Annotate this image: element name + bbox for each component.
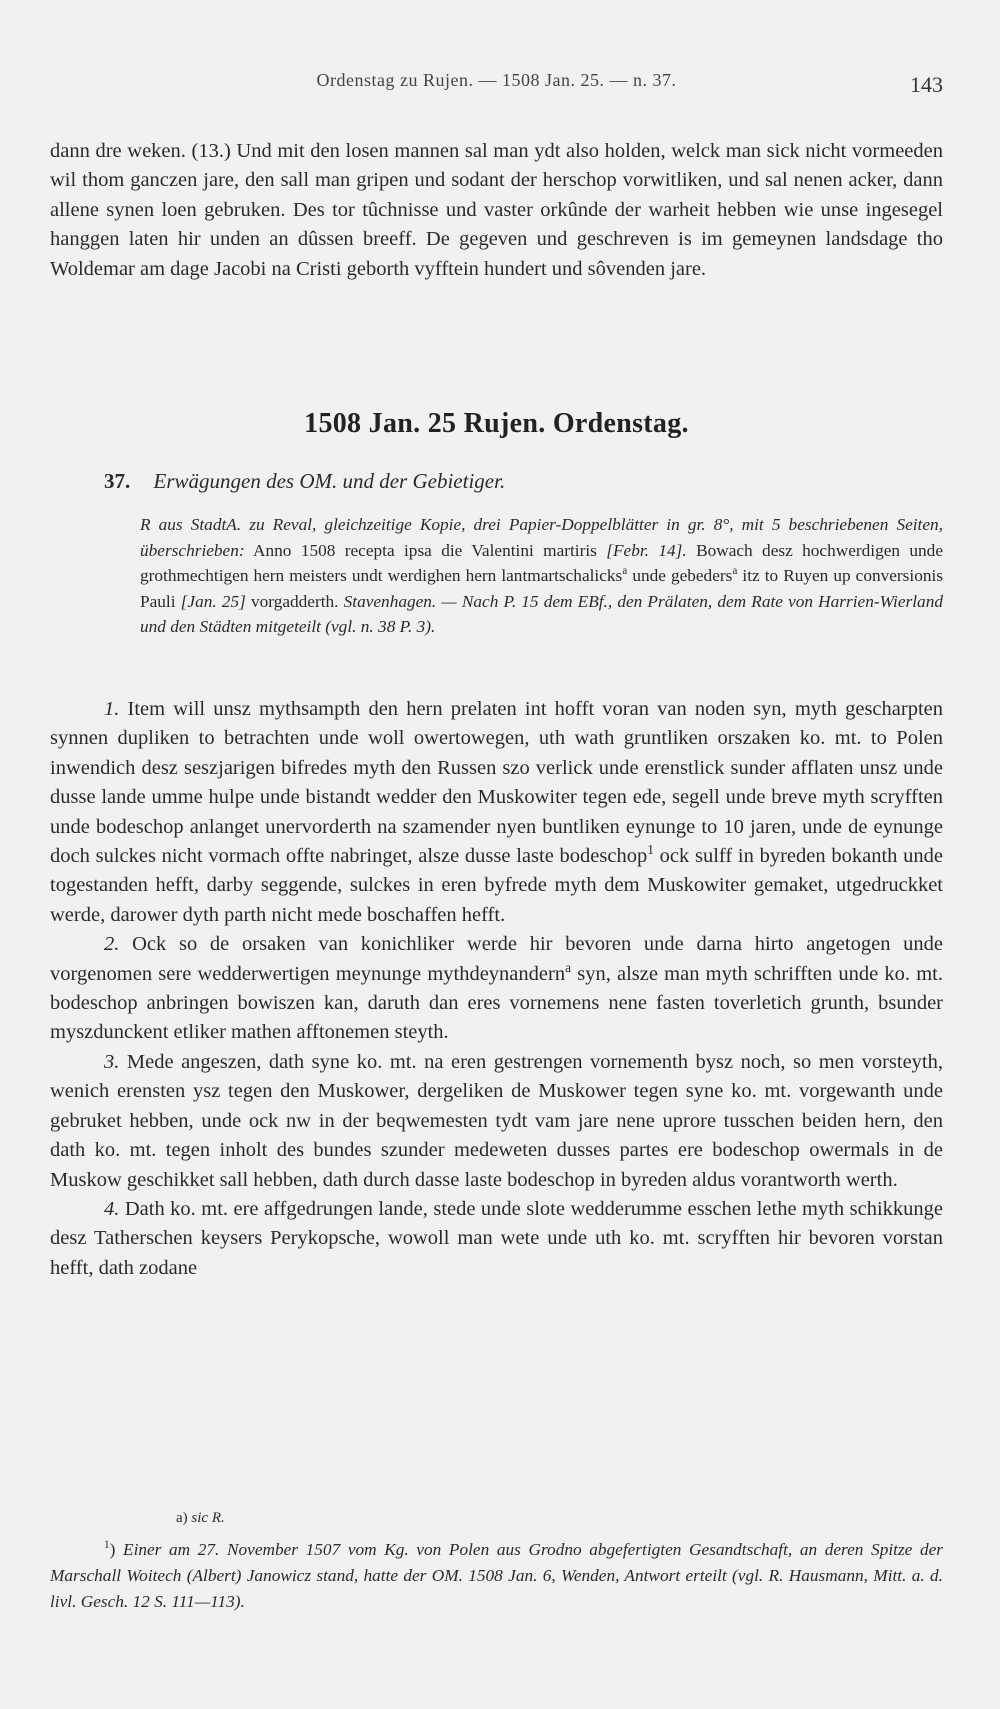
source-note-part1: R aus StadtA. zu Reval, gleichzeitige Kopie, drei Papier-Doppelblätter in gr. 8°, mit 5 beschriebenen Seiten, überschrieben: bbox=[140, 515, 943, 560]
page-header bbox=[50, 70, 943, 110]
textnote-a bbox=[176, 1510, 943, 1527]
document-number: 37. bbox=[104, 469, 131, 493]
opening-text: dann dre weken. (13.) Und mit den losen mannen sal man ydt also holden, welck man sick nicht vormeeden wil thom ganczen jare, den sall man gripen und sodant der herschop vorwitliken, und sal nenen acker, dann allene synen loen gebruken. Des tor tûchnisse und vaster orkûnde der warheit hebben wie unse ingesegel hanggen laten hir unden an dûssen breeff. De gegeven und geschreven is im gemeynen landsdage tho Woldemar am dage Jacobi na Cristi geborth vyfftein hundert und sôvenden jare. bbox=[50, 140, 943, 280]
section-1 bbox=[50, 695, 943, 930]
source-note-part7: [Jan. 25] bbox=[180, 591, 246, 611]
section-text-cont: ock sulff in byreden bokanth unde togestanden hefft, darby seggende, sulckes in eren byfrede myth dem Muskowiter gemaket, utgedruckket werde, darower dyth parth nicht mede boschaffen hefft. bbox=[50, 845, 944, 926]
section-text-cont: syn, alsze man myth schrifften unde ko. mt. bodeschop anbringen bowiszen kan, daruth dan eres vornemens nene fasten toverletich grunth, bsunder myszdunckent etliker mathen afftonemen steyth. bbox=[50, 962, 944, 1044]
section-text: Dath ko. mt. ere affgedrungen lande, stede unde slote wedderumme esschen lethe myth schikkunge desz Tatherschen keysers Perykopsche, wowoll man wete unde uth ko. mt. scryfften hir bevoren vorstan hefft, dath zodane bbox=[50, 1197, 943, 1279]
source-note-sup-a2: a bbox=[732, 565, 738, 578]
section-number: 3. bbox=[104, 1050, 120, 1073]
source-note-part2: Anno 1508 recepta ipsa die Valentini martiris bbox=[253, 540, 597, 560]
document-title-line bbox=[104, 469, 505, 494]
section-number: 2. bbox=[104, 933, 120, 956]
source-note-part4: Bowach desz hochwerdigen unde grothmechtigen hern meisters undt werdighen hern lantmartschalicks bbox=[140, 540, 943, 585]
footnotes bbox=[50, 1510, 943, 1615]
section-3 bbox=[50, 1048, 943, 1195]
footnote-1-label: 1 bbox=[104, 1539, 110, 1552]
textnote-a-label: a) bbox=[176, 1510, 188, 1526]
section-number: 4. bbox=[104, 1197, 120, 1220]
section-text: Mede angeszen, dath syne ko. mt. na eren gestrengen vornementh bysz noch, so men vorsteyth, wenich erensten ysz tegen den Muskower, dergeliken de Muskower tegen syne ko. mt. vorgewanth unde gebruket hebben, unde ock nw in der beqwemesten tydt vam jare nene uprore tusschen beiden hern, den dath ko. mt. tegen inholt des bundes szunder medeweten dusses partes ere bodeschop owermals in de Muskow geschikket sall hebben, dath durch dasse laste bodeschop in byreden aldus vorantworth werth. bbox=[50, 1050, 944, 1191]
source-note-part3: [Febr. 14]. bbox=[606, 540, 687, 560]
footnote-1-text: Einer am 27. November 1507 vom Kg. von Polen aus Grodno abgefertigten Gesandtschaft, an deren Spitze der Marschall Woitech (Albert) Janowicz stand, hatte der OM. 1508 Jan. 6, Wenden, Antwort erteilt (vgl. R. Hausmann, Mitt. a. d. livl. Gesch. 12 S. 111—113). bbox=[50, 1540, 943, 1611]
footnote-ref: 1 bbox=[647, 842, 654, 858]
source-note-sup-a1: a bbox=[622, 565, 628, 578]
footnote-1: $^1$) Einer am 27. November 1507 vom Kg. von Polen aus Grodno abgefertigten Gesandtschaft, an deren Spitze der Marschall Woitech (Albert) Janowicz stand, hatte der OM. 1508 Jan. 6, Wenden, Antwort erteilt (vgl. R. Hausmann, Mitt. a. d. livl. Gesch. 12 S. 111—113). bbox=[50, 1539, 943, 1611]
source-note-part5: unde gebeders bbox=[632, 566, 733, 585]
section-text: Ock so de orsaken van konichliker werde hir bevoren unde darna hirto angetogen unde vorgenomen sere wedderwertigen meynunge mythdeynandern bbox=[50, 933, 944, 985]
document-body bbox=[50, 695, 943, 1283]
section-number: 1. bbox=[104, 698, 120, 720]
source-note bbox=[140, 512, 943, 640]
textnote-a-text: sic R. bbox=[191, 1510, 225, 1526]
section-text: Item will unsz mythsampth den hern prelaten int hofft voran van noden syn, myth gescharpten synnen dupliken to betrachten unde woll owertowegen, uth wath gruntliken orszaken ko. mt. to Polen inwendich desz seszjarigen bifredes myth den Russen szo verlick unde erenstlick sunder afflaten unsz unde dusse lande umme hulpe unde bistandt wedder den Muskowiter tegen ede, segell unde breve myth scryfften unde bodeschop anlanget unervorderth na szamender nyen buntliken eynunge to 10 jaren, unde de eynunge doch sulckes nicht vormach offte nabringet, alsze dusse laste bodeschop bbox=[50, 698, 943, 868]
running-title: Ordenstag zu Rujen. — 1508 Jan. 25. — n. 37. bbox=[316, 70, 677, 90]
source-note-part8: vorgadderth. bbox=[250, 591, 339, 611]
source-note-part9: Stavenhagen. — Nach P. 15 dem EBf., den Prälaten, dem Rate von Harrien-Wierland und den Städten mitgeteilt (vgl. n. 38 P. 3). bbox=[140, 591, 943, 636]
document-heading: 1508 Jan. 25 Rujen. Ordenstag. bbox=[304, 408, 689, 439]
opening-paragraph bbox=[50, 137, 943, 284]
page-number: 143 bbox=[910, 72, 943, 97]
section-4 bbox=[50, 1195, 943, 1283]
section-2 bbox=[50, 930, 943, 1048]
textnote-ref: a bbox=[565, 959, 572, 975]
source-note-part6: itz to Ruyen up conversionis Pauli bbox=[140, 566, 944, 611]
document-title: Erwägungen des OM. und der Gebietiger. bbox=[153, 469, 506, 493]
